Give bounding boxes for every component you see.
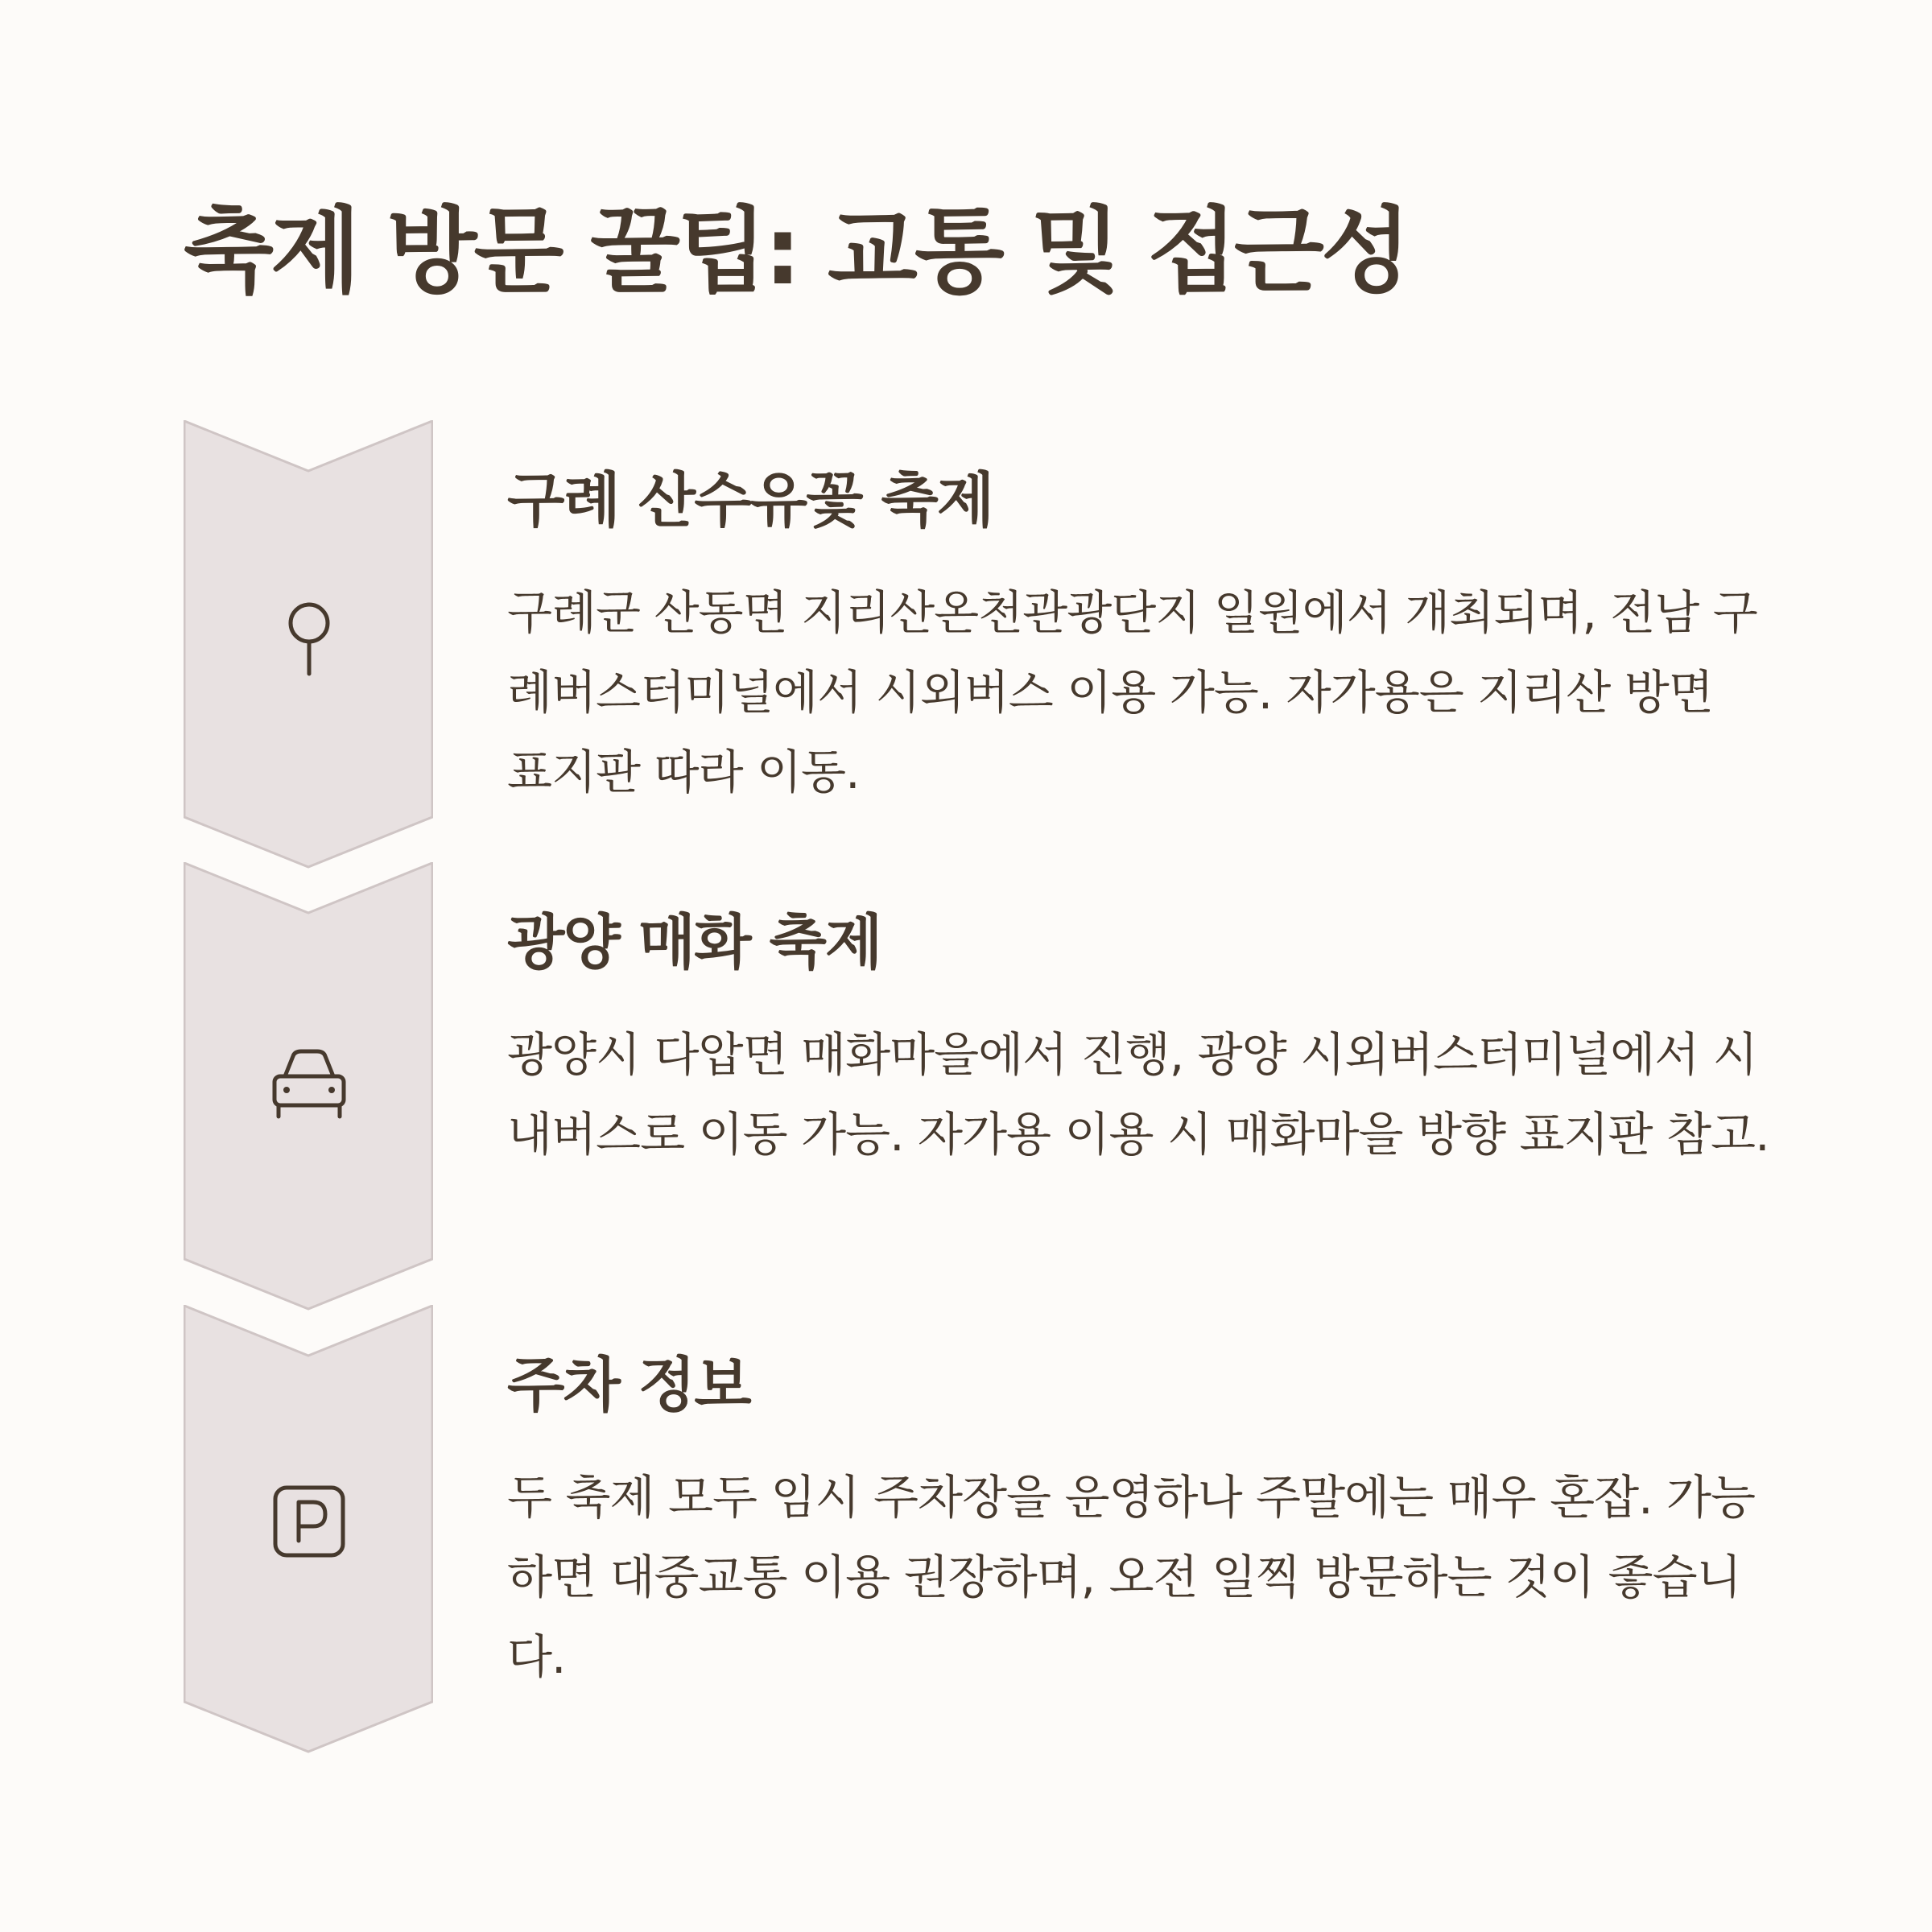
step-festival-gurye <box>0 420 1932 871</box>
step-description: 구례군 산동면 지리산온천관광단지 일원에서 개최되며, 전남 구례버스터미널에서 시외버스 이용 가능. 자가용은 지리산 방면 표지판 따라 이동. <box>507 585 1757 799</box>
parking-icon <box>270 1483 348 1560</box>
step-parking-info <box>0 1305 1932 1756</box>
step-title: 광양 매화 축제 <box>507 908 881 977</box>
step-description: 두 축제 모두 임시 주차장을 운영하나 주말에는 매우 혼잡. 가능하면 대중교통 이용 권장하며, 오전 일찍 방문하는 것이 좋습니다. <box>507 1470 1756 1684</box>
step-title: 주차 정보 <box>507 1351 750 1420</box>
step-description: 광양시 다압면 매화마을에서 진행, 광양 시외버스터미널에서 시내버스로 이동 가능. 자가용 이용 시 매화마을 방향 표지판 참고. <box>507 1027 1769 1162</box>
page-title: 축제 방문 꿀팁: 교통 및 접근성 <box>184 197 1408 306</box>
map-pin-icon <box>270 601 348 678</box>
step-title: 구례 산수유꽃 축제 <box>507 466 993 535</box>
step-festival-gwangyang <box>0 862 1932 1313</box>
car-icon <box>270 1046 348 1123</box>
